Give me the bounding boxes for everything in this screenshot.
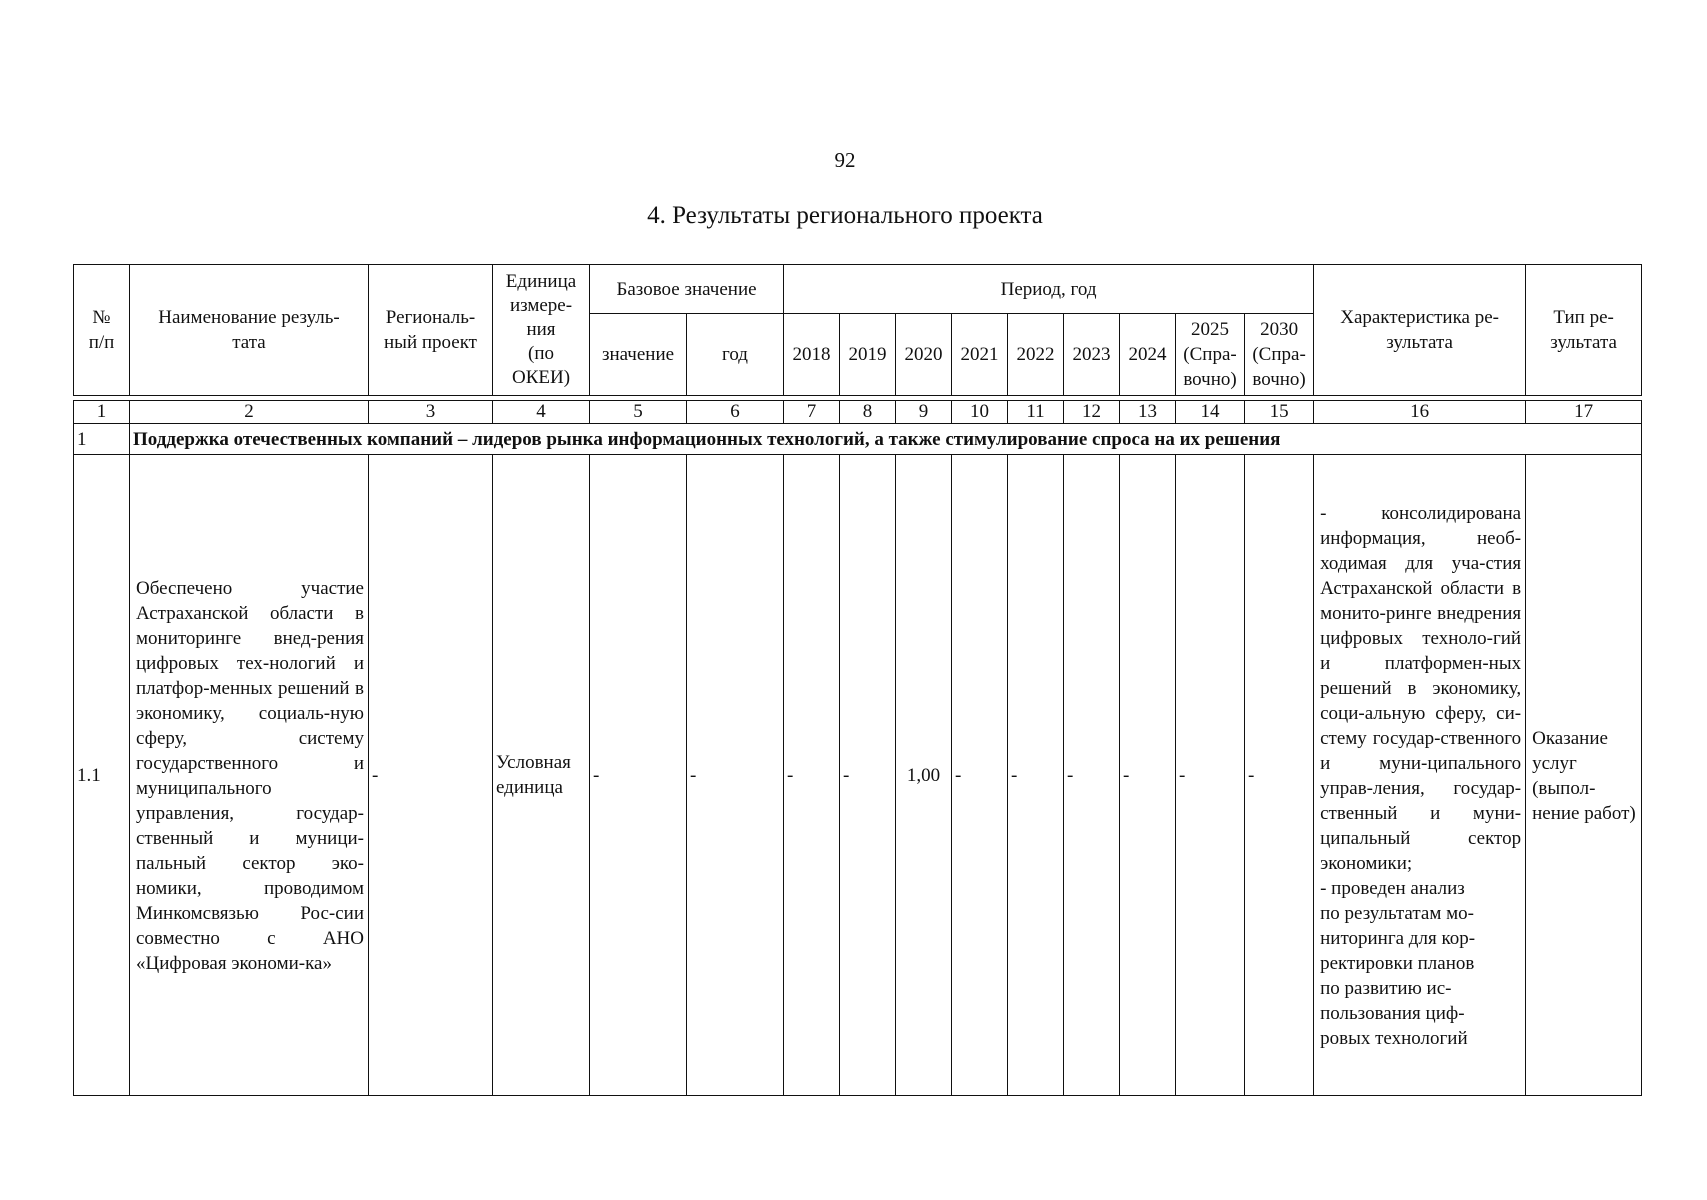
characteristic-text: - проведен анализ по результатам мо- ниторинга для кор- ректировки планов по развитию ис- пользования циф- ровых технологий bbox=[1320, 878, 1476, 1049]
header-base-year: год bbox=[687, 314, 784, 396]
header-year: 2019 bbox=[840, 314, 896, 396]
result-type-cell: Оказание услуг (выпол-нение работ) bbox=[1526, 455, 1642, 1096]
column-number: 10 bbox=[952, 401, 1008, 424]
year-value-cell: - bbox=[840, 455, 896, 1096]
column-number: 15 bbox=[1245, 401, 1314, 424]
column-number: 6 bbox=[687, 401, 784, 424]
section-title: Поддержка отечественных компаний – лидеров рынка информационных технологий, а также стимулирование спроса на их решения bbox=[130, 424, 1642, 455]
header-period: Период, год bbox=[784, 265, 1314, 314]
header-year: 2023 bbox=[1064, 314, 1120, 396]
column-number: 11 bbox=[1008, 401, 1064, 424]
column-number: 5 bbox=[590, 401, 687, 424]
base-year-cell: - bbox=[687, 455, 784, 1096]
header-base: Базовое значение bbox=[590, 265, 784, 314]
unit-cell: Условная единица bbox=[493, 455, 590, 1096]
year-value-cell: - bbox=[1120, 455, 1176, 1096]
header-type: Тип ре- зультата bbox=[1526, 265, 1642, 396]
result-name: Обеспечено участие Астраханской области в мониторинге внед-рения цифровых тех-нологий и платфор-менных решений в экономику, социаль-ную сферу, систему государственного и муниципального управления, государ-ственный и муници-пальный сектор эко-номики, проводимом Минкомсвязью Рос-сии совместно с АНО «Цифровая экономи-ка» bbox=[130, 455, 369, 1096]
row-number: 1.1 bbox=[74, 455, 130, 1096]
year-value-cell: - bbox=[952, 455, 1008, 1096]
year-value-cell: 1,00 bbox=[896, 455, 952, 1096]
column-number: 7 bbox=[784, 401, 840, 424]
year-value-cell: - bbox=[1176, 455, 1245, 1096]
column-number: 17 bbox=[1526, 401, 1642, 424]
section-number: 1 bbox=[74, 424, 130, 455]
header-unit: Единица измере- ния (по ОКЕИ) bbox=[493, 265, 590, 396]
column-number: 8 bbox=[840, 401, 896, 424]
page-title: 4. Результаты регионального проекта bbox=[647, 202, 1043, 229]
header-name: Наименование резуль- тата bbox=[130, 265, 369, 396]
year-value-cell: - bbox=[1245, 455, 1314, 1096]
results-table bbox=[73, 264, 1642, 1096]
header-year: 2018 bbox=[784, 314, 840, 396]
header-year: 2030 (Спра- вочно) bbox=[1245, 314, 1314, 396]
header-year: 2022 bbox=[1008, 314, 1064, 396]
column-number: 16 bbox=[1314, 401, 1526, 424]
year-value-cell: - bbox=[1064, 455, 1120, 1096]
header-project: Региональ- ный проект bbox=[369, 265, 493, 396]
header-num: № п/п bbox=[74, 265, 130, 396]
header-year: 2025 (Спра- вочно) bbox=[1176, 314, 1245, 396]
header-year: 2021 bbox=[952, 314, 1008, 396]
column-number: 12 bbox=[1064, 401, 1120, 424]
page-number: 92 bbox=[834, 148, 856, 172]
characteristic-text: - консолидирована информация, необ-ходимая для уча-стия Астраханской области в монито-ринге внедрения цифровых техноло-гий и платформен-ных решений в экономику, соци-альную сферу, си-стему государ-ственного и муни-ципального управ-ления, государ-ственный и муни-ципальный сектор экономики; bbox=[1320, 503, 1522, 874]
column-number: 13 bbox=[1120, 401, 1176, 424]
column-number: 3 bbox=[369, 401, 493, 424]
column-number: 14 bbox=[1176, 401, 1245, 424]
base-value-cell: - bbox=[590, 455, 687, 1096]
header-year: 2020 bbox=[896, 314, 952, 396]
header-base-value: значение bbox=[590, 314, 687, 396]
table-row bbox=[74, 455, 1642, 1096]
regional-project-cell: - bbox=[369, 455, 493, 1096]
year-value-cell: - bbox=[1008, 455, 1064, 1096]
header-year: 2024 bbox=[1120, 314, 1176, 396]
year-value-cell: - bbox=[784, 455, 840, 1096]
column-number: 9 bbox=[896, 401, 952, 424]
column-number: 1 bbox=[74, 401, 130, 424]
column-number: 4 bbox=[493, 401, 590, 424]
characteristic-cell bbox=[1314, 455, 1526, 1096]
column-number: 2 bbox=[130, 401, 369, 424]
header-characteristic: Характеристика ре- зультата bbox=[1314, 265, 1526, 396]
